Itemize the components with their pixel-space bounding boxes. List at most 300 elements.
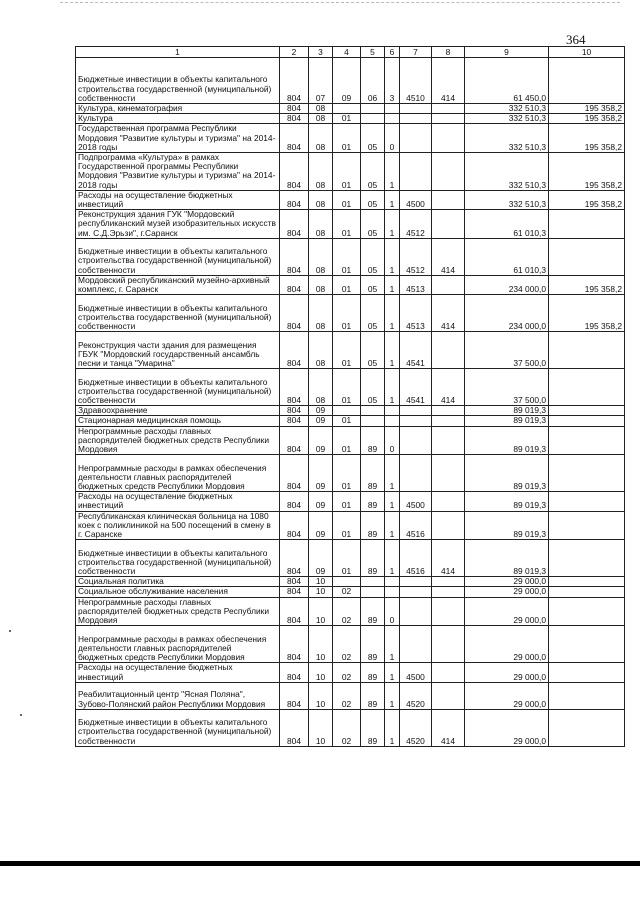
table-cell: 06 (361, 58, 385, 104)
table-cell: 01 (333, 114, 361, 124)
table-cell: 01 (333, 369, 361, 406)
table-cell: 08 (309, 238, 333, 275)
table-cell: 05 (361, 369, 385, 406)
table-cell: 195 358,2 (549, 114, 625, 124)
table-cell: 01 (333, 416, 361, 426)
row-label-cell: Социальная политика (76, 577, 280, 587)
row-label-cell: Бюджетные инвестиции в объекты капитального строительства государственной (муниципальной) собственности (76, 540, 280, 577)
table-row (76, 511, 625, 540)
table-cell (432, 275, 465, 294)
table-cell (549, 540, 625, 577)
table-cell: 61 450,0 (465, 58, 549, 104)
table-row (76, 275, 625, 294)
table-cell: 02 (333, 663, 361, 682)
table-cell: 195 358,2 (549, 153, 625, 191)
table-cell: 89 (361, 492, 385, 511)
table-cell: 1 (385, 369, 400, 406)
budget-table (75, 46, 625, 747)
table-cell: 09 (309, 540, 333, 577)
table-cell: 0 (385, 597, 400, 626)
table-row (76, 416, 625, 426)
table-cell: 4513 (400, 275, 432, 294)
table-cell: 804 (280, 626, 309, 663)
row-label-cell: Расходы на осуществление бюджетных инвестиций (76, 492, 280, 511)
table-cell: 29 000,0 (465, 587, 549, 597)
table-cell: 4541 (400, 332, 432, 369)
table-cell: 4516 (400, 540, 432, 577)
table-cell: 61 010,3 (465, 238, 549, 275)
row-label-cell: Непрограммные расходы в рамках обеспечения деятельности главных распорядителей бюджетных средств Республики Мордовия (76, 626, 280, 663)
table-cell: 08 (309, 275, 333, 294)
table-cell: 08 (309, 153, 333, 191)
header-row (76, 47, 625, 58)
table-row (76, 114, 625, 124)
table-cell (432, 124, 465, 153)
row-label-cell: Здравоохранение (76, 406, 280, 416)
table-cell (549, 238, 625, 275)
table-cell: 1 (385, 540, 400, 577)
table-cell: 332 510,3 (465, 190, 549, 209)
table-cell: 195 358,2 (549, 295, 625, 332)
table-cell: 1 (385, 275, 400, 294)
table-cell: 01 (333, 210, 361, 239)
table-cell (549, 577, 625, 587)
row-label-cell: Государственная программа Республики Мордовия "Развитие культуры и туризма" на 2014-2018 годы (76, 124, 280, 153)
scan-speck (9, 630, 11, 632)
table-cell: 195 358,2 (549, 104, 625, 114)
row-label-cell: Стационарная медицинская помощь (76, 416, 280, 426)
table-cell (549, 709, 625, 746)
table-cell: 02 (333, 626, 361, 663)
table-cell: 05 (361, 332, 385, 369)
table-row (76, 238, 625, 275)
table-cell (549, 492, 625, 511)
table-cell: 1 (385, 238, 400, 275)
table-cell (432, 682, 465, 709)
table-cell: 804 (280, 210, 309, 239)
row-label-cell: Реконструкция здания ГУК "Мордовский республиканский музей изобразительных искусств им. С.Д.Эрьзи", г.Саранск (76, 210, 280, 239)
table-cell: 195 358,2 (549, 190, 625, 209)
table-cell (432, 114, 465, 124)
table-cell: 89 (361, 663, 385, 682)
table-cell: 804 (280, 416, 309, 426)
table-cell: 804 (280, 153, 309, 191)
column-header: 5 (361, 47, 385, 58)
table-row (76, 682, 625, 709)
table-row (76, 332, 625, 369)
table-cell: 01 (333, 124, 361, 153)
column-header: 2 (280, 47, 309, 58)
table-cell (385, 416, 400, 426)
table-cell: 804 (280, 369, 309, 406)
table-cell: 804 (280, 124, 309, 153)
table-cell (549, 406, 625, 416)
table-cell (400, 587, 432, 597)
row-label-cell: Культура (76, 114, 280, 124)
table-cell: 01 (333, 492, 361, 511)
table-row (76, 369, 625, 406)
table-cell: 1 (385, 295, 400, 332)
table-cell: 09 (309, 406, 333, 416)
table-cell: 804 (280, 492, 309, 511)
table-cell (549, 511, 625, 540)
table-cell: 89 (361, 709, 385, 746)
table-row (76, 104, 625, 114)
table-row (76, 587, 625, 597)
table-cell: 08 (309, 295, 333, 332)
table-cell: 07 (309, 58, 333, 104)
table-cell: 10 (309, 577, 333, 587)
row-label-cell: Расходы на осуществление бюджетных инвестиций (76, 190, 280, 209)
table-cell: 01 (333, 295, 361, 332)
column-header: 9 (465, 47, 549, 58)
table-cell: 1 (385, 210, 400, 239)
table-cell (549, 210, 625, 239)
column-header: 6 (385, 47, 400, 58)
page-number: 364 (566, 32, 586, 47)
table-cell: 804 (280, 597, 309, 626)
table-cell: 05 (361, 153, 385, 191)
table-cell: 01 (333, 275, 361, 294)
table-cell: 37 500,0 (465, 332, 549, 369)
row-label-cell: Бюджетные инвестиции в объекты капитального строительства государственной (муниципальной) собственности (76, 238, 280, 275)
table-cell: 1 (385, 511, 400, 540)
table-cell (385, 406, 400, 416)
table-cell: 804 (280, 587, 309, 597)
table-cell: 89 019,3 (465, 406, 549, 416)
row-label-cell: Непрограммные расходы главных распорядителей бюджетных средств Республики Мордовия (76, 597, 280, 626)
table-cell: 37 500,0 (465, 369, 549, 406)
table-cell: 09 (309, 511, 333, 540)
table-cell: 09 (309, 426, 333, 455)
table-row (76, 406, 625, 416)
table-cell: 05 (361, 124, 385, 153)
table-cell (549, 455, 625, 492)
row-label-cell: Непрограммные расходы главных распорядителей бюджетных средств Республики Мордовия (76, 426, 280, 455)
row-label-cell: Бюджетные инвестиции в объекты капитального строительства государственной (муниципальной) собственности (76, 709, 280, 746)
table-cell (549, 58, 625, 104)
row-label-cell: Реабилитационный центр "Ясная Поляна", Зубово-Полянский район Республики Мордовия (76, 682, 280, 709)
table-cell (385, 587, 400, 597)
table-cell (549, 426, 625, 455)
table-cell: 09 (309, 455, 333, 492)
table-cell: 1 (385, 332, 400, 369)
table-cell: 804 (280, 663, 309, 682)
table-cell (361, 104, 385, 114)
row-label-cell: Республиканская клиническая больница на 1080 коек с поликлиникой на 500 посещений в смену в г. Саранске (76, 511, 280, 540)
table-cell (549, 587, 625, 597)
table-cell: 4500 (400, 663, 432, 682)
table-cell: 08 (309, 210, 333, 239)
table-cell: 29 000,0 (465, 663, 549, 682)
table-cell (400, 124, 432, 153)
table-cell (361, 577, 385, 587)
table-cell (549, 626, 625, 663)
table-cell: 332 510,3 (465, 114, 549, 124)
table-cell (333, 104, 361, 114)
table-cell: 414 (432, 238, 465, 275)
table-cell (432, 663, 465, 682)
table-cell: 4512 (400, 210, 432, 239)
table-cell (432, 416, 465, 426)
table-cell: 4541 (400, 369, 432, 406)
table-row (76, 663, 625, 682)
table-cell (549, 332, 625, 369)
table-cell: 1 (385, 153, 400, 191)
scan-speck (20, 714, 22, 716)
table-cell: 89 019,3 (465, 426, 549, 455)
table-cell: 89 (361, 626, 385, 663)
table-cell: 804 (280, 540, 309, 577)
table-cell (400, 114, 432, 124)
table-cell (400, 406, 432, 416)
table-cell: 01 (333, 190, 361, 209)
table-cell: 0 (385, 426, 400, 455)
table-cell: 804 (280, 190, 309, 209)
row-label-cell: Бюджетные инвестиции в объекты капитального строительства государственной (муниципальной) собственности (76, 295, 280, 332)
table-cell: 414 (432, 295, 465, 332)
table-cell (432, 492, 465, 511)
table-cell: 804 (280, 709, 309, 746)
table-cell (549, 416, 625, 426)
table-cell (400, 577, 432, 587)
table-cell: 4510 (400, 58, 432, 104)
row-label-cell: Расходы на осуществление бюджетных инвестиций (76, 663, 280, 682)
bottom-border-bar (0, 861, 640, 866)
table-cell (361, 406, 385, 416)
table-cell: 414 (432, 709, 465, 746)
table-row (76, 190, 625, 209)
table-cell: 10 (309, 682, 333, 709)
table-cell: 1 (385, 190, 400, 209)
table-cell (432, 511, 465, 540)
row-label-cell: Мордовский республиканский музейно-архивный комплекс, г. Саранск (76, 275, 280, 294)
table-cell: 4500 (400, 190, 432, 209)
table-cell: 4512 (400, 238, 432, 275)
column-header: 4 (333, 47, 361, 58)
table-row (76, 426, 625, 455)
table-cell: 195 358,2 (549, 275, 625, 294)
table-cell: 89 (361, 455, 385, 492)
table-cell: 332 510,3 (465, 124, 549, 153)
table-cell: 89 019,3 (465, 416, 549, 426)
table-cell: 29 000,0 (465, 597, 549, 626)
row-label-cell: Непрограммные расходы в рамках обеспечения деятельности главных распорядителей бюджетных средств Республики Мордовия (76, 455, 280, 492)
row-label-cell: Реконструкция части здания для размещения ГБУК "Мордовский государственный ансамбль песни и танца "Умарина" (76, 332, 280, 369)
table-cell: 02 (333, 709, 361, 746)
table-cell: 414 (432, 58, 465, 104)
table-cell: 804 (280, 426, 309, 455)
table-cell (549, 369, 625, 406)
table-cell: 05 (361, 238, 385, 275)
table-cell: 08 (309, 114, 333, 124)
table-cell (385, 114, 400, 124)
table-cell: 804 (280, 275, 309, 294)
table-cell: 332 510,3 (465, 153, 549, 191)
table-cell: 89 019,3 (465, 540, 549, 577)
table-cell: 804 (280, 295, 309, 332)
table-row (76, 124, 625, 153)
table-cell: 234 000,0 (465, 295, 549, 332)
table-cell: 10 (309, 597, 333, 626)
table-cell: 10 (309, 709, 333, 746)
table-cell: 4520 (400, 709, 432, 746)
table-cell: 08 (309, 124, 333, 153)
table-cell: 02 (333, 597, 361, 626)
table-cell: 89 (361, 511, 385, 540)
table-cell: 05 (361, 210, 385, 239)
table-cell (432, 577, 465, 587)
table-cell: 02 (333, 682, 361, 709)
table-cell: 234 000,0 (465, 275, 549, 294)
table-cell (549, 682, 625, 709)
table-cell: 804 (280, 406, 309, 416)
table-cell: 4516 (400, 511, 432, 540)
table-cell: 89 (361, 540, 385, 577)
table-cell: 01 (333, 455, 361, 492)
table-cell: 01 (333, 511, 361, 540)
table-cell: 05 (361, 275, 385, 294)
table-cell: 01 (333, 238, 361, 275)
table-cell (361, 114, 385, 124)
table-cell (432, 426, 465, 455)
table-cell: 89 019,3 (465, 492, 549, 511)
column-header: 7 (400, 47, 432, 58)
table-row (76, 577, 625, 587)
table-cell: 1 (385, 709, 400, 746)
column-header: 3 (309, 47, 333, 58)
table-cell (549, 597, 625, 626)
table-cell: 804 (280, 511, 309, 540)
table-cell: 09 (309, 416, 333, 426)
table-cell: 1 (385, 663, 400, 682)
table-cell: 804 (280, 238, 309, 275)
table-row (76, 540, 625, 577)
table-cell: 08 (309, 369, 333, 406)
table-cell: 804 (280, 455, 309, 492)
table-cell: 01 (333, 153, 361, 191)
table-cell (432, 104, 465, 114)
table-cell: 1 (385, 492, 400, 511)
table-cell: 61 010,3 (465, 210, 549, 239)
table-cell: 4500 (400, 492, 432, 511)
table-cell (432, 406, 465, 416)
table-cell (549, 663, 625, 682)
table-cell (432, 332, 465, 369)
table-cell: 08 (309, 190, 333, 209)
table-cell: 01 (333, 426, 361, 455)
table-cell: 10 (309, 587, 333, 597)
column-header: 8 (432, 47, 465, 58)
table-cell (400, 104, 432, 114)
table-cell: 29 000,0 (465, 626, 549, 663)
row-label-cell: Культура, кинематография (76, 104, 280, 114)
table-cell: 05 (361, 190, 385, 209)
column-header: 1 (76, 47, 280, 58)
table-row (76, 597, 625, 626)
table-row (76, 295, 625, 332)
table-cell: 89 (361, 426, 385, 455)
table-cell (432, 587, 465, 597)
table-cell (432, 190, 465, 209)
table-cell: 29 000,0 (465, 577, 549, 587)
table-cell (361, 587, 385, 597)
table-cell (432, 626, 465, 663)
table-cell: 804 (280, 682, 309, 709)
table-cell: 804 (280, 332, 309, 369)
table-row (76, 455, 625, 492)
table-cell (432, 210, 465, 239)
table-cell (400, 626, 432, 663)
table-cell: 05 (361, 295, 385, 332)
row-label-cell: Бюджетные инвестиции в объекты капитального строительства государственной (муниципальной) собственности (76, 369, 280, 406)
table-cell: 0 (385, 124, 400, 153)
table-cell (385, 577, 400, 587)
table-row (76, 210, 625, 239)
table-cell: 08 (309, 332, 333, 369)
table-cell: 01 (333, 540, 361, 577)
table-row (76, 626, 625, 663)
table-cell: 1 (385, 626, 400, 663)
table-cell: 804 (280, 577, 309, 587)
row-label-cell: Бюджетные инвестиции в объекты капитального строительства государственной (муниципальной) собственности (76, 58, 280, 104)
table-cell (333, 406, 361, 416)
table-cell: 3 (385, 58, 400, 104)
table-cell (385, 104, 400, 114)
table-cell: 804 (280, 104, 309, 114)
table-cell: 1 (385, 682, 400, 709)
table-cell: 414 (432, 540, 465, 577)
table-cell: 89 019,3 (465, 455, 549, 492)
table-cell: 4520 (400, 682, 432, 709)
table-cell: 09 (333, 58, 361, 104)
table-cell: 4513 (400, 295, 432, 332)
table-cell: 09 (309, 492, 333, 511)
table-cell: 29 000,0 (465, 682, 549, 709)
table-row (76, 492, 625, 511)
table-cell (400, 416, 432, 426)
table-cell: 08 (309, 104, 333, 114)
column-header: 10 (549, 47, 625, 58)
table-cell (400, 455, 432, 492)
table-cell: 804 (280, 58, 309, 104)
table-cell (432, 455, 465, 492)
table-cell: 89 (361, 682, 385, 709)
table-cell (432, 597, 465, 626)
table-cell (432, 153, 465, 191)
table-cell: 10 (309, 663, 333, 682)
table-cell: 195 358,2 (549, 124, 625, 153)
table-row (76, 709, 625, 746)
table-cell: 89 (361, 597, 385, 626)
row-label-cell: Социальное обслуживание населения (76, 587, 280, 597)
table-cell: 804 (280, 114, 309, 124)
table-cell (400, 153, 432, 191)
table-cell: 332 510,3 (465, 104, 549, 114)
table-cell: 1 (385, 455, 400, 492)
table-row (76, 153, 625, 191)
top-border-line (60, 2, 620, 4)
table-cell (400, 426, 432, 455)
table-cell: 89 019,3 (465, 511, 549, 540)
table-cell: 10 (309, 626, 333, 663)
table-cell: 02 (333, 587, 361, 597)
table-cell: 01 (333, 332, 361, 369)
table-cell: 29 000,0 (465, 709, 549, 746)
row-label-cell: Подпрограмма «Культура» в рамках Государственной программы Республики Мордовия "Развитие культуры и туризма" на 2014-2018 годы (76, 153, 280, 191)
table-row (76, 58, 625, 104)
table-cell (400, 597, 432, 626)
